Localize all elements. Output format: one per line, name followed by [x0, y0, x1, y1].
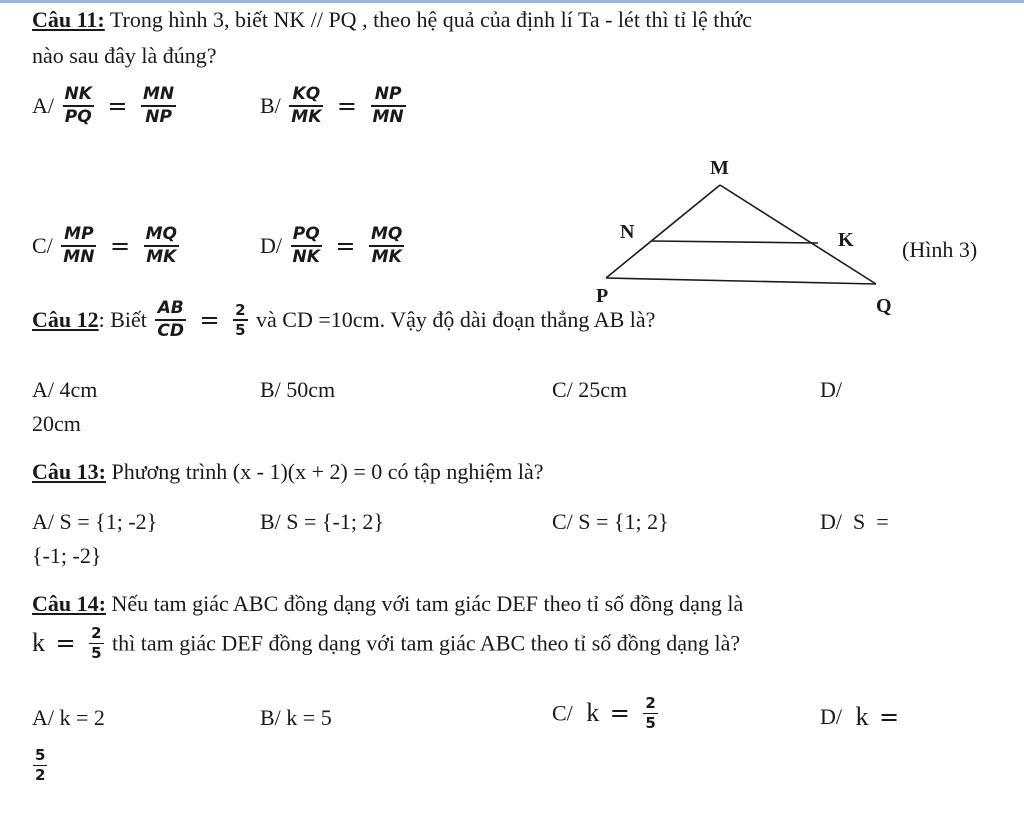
numerator: 2 — [91, 624, 102, 642]
q11-option-d-prefix: D/ — [260, 232, 282, 258]
equals-sign: = — [109, 231, 131, 260]
q11-option-a-right-fraction — [141, 84, 176, 128]
segment-nk — [652, 241, 818, 243]
numerator: 2 — [645, 694, 656, 712]
equals-sign: = — [879, 703, 900, 732]
q11-option-c-right-fraction — [144, 224, 179, 268]
equals-sign: = — [609, 699, 630, 728]
q14-label: Câu 14: — [32, 591, 106, 616]
q12-rest: và CD =10cm. Vậy độ dài đoạn thẳng AB là? — [256, 306, 656, 332]
q13-option-b: B/ S = {-1; 2} — [260, 509, 384, 534]
denominator: MN — [372, 106, 404, 127]
vertex-p: P — [596, 285, 609, 307]
q12-option-b: B/ 50cm — [260, 377, 336, 402]
q11-option-d-left-fraction — [291, 224, 322, 268]
q11-option-a-prefix: A/ — [32, 92, 54, 118]
q13-option-d-value: {-1; -2} — [32, 543, 102, 568]
denominator: NK — [292, 246, 320, 267]
q14-k-fraction — [89, 624, 103, 663]
q12-value-fraction — [233, 301, 247, 340]
numerator: NP — [374, 84, 402, 104]
vertex-n: N — [620, 221, 635, 243]
q11-option-b-left-fraction — [289, 84, 323, 128]
q11-line2: nào sau đây là đúng? — [32, 43, 217, 68]
equals-sign: = — [107, 91, 128, 120]
q13-option-d: D/ S = — [820, 509, 889, 534]
numerator: MP — [64, 224, 94, 244]
equals-sign: = — [335, 231, 356, 260]
numerator: MN — [143, 84, 175, 104]
equals-sign: = — [336, 91, 357, 120]
q11-line1 — [32, 8, 752, 32]
denominator: MK — [291, 106, 322, 127]
vertex-m: M — [710, 157, 729, 179]
numerator: NK — [64, 84, 92, 104]
numerator: 5 — [35, 746, 46, 764]
q11-option-b-right-fraction — [371, 84, 406, 128]
q11-option-c — [32, 224, 182, 268]
q12-option-d: D/ — [820, 377, 842, 402]
q14-option-c — [552, 694, 661, 733]
equals-sign: = — [55, 629, 76, 658]
q14-line1 — [32, 592, 743, 616]
q13-text: Phương trình (x - 1)(x + 2) = 0 có tập nghiệm là? — [105, 459, 544, 484]
q14-option-d-value — [30, 746, 50, 785]
q14-option-b: B/ k = 5 — [260, 705, 332, 730]
page-top-border — [0, 0, 1024, 3]
q14-option-d-k: k — [855, 702, 869, 731]
numerator: KQ — [292, 84, 321, 104]
denominator: 2 — [35, 766, 46, 785]
q14-option-c-prefix: C/ — [552, 700, 573, 726]
q12-option-a: A/ 4cm — [32, 377, 98, 402]
q13-option-c: C/ S = {1; 2} — [552, 509, 669, 534]
q11-text1: Trong hình 3, biết NK // PQ , theo hệ quả của định lí Ta - lét thì tỉ lệ thức — [104, 7, 753, 32]
q11-option-c-left-fraction — [61, 224, 96, 268]
denominator: MK — [146, 246, 177, 267]
numerator: MQ — [371, 224, 403, 244]
q14-option-d-fraction — [33, 746, 47, 785]
q12-line — [32, 298, 655, 342]
denominator: NP — [145, 106, 172, 127]
q12-label: Câu 12 — [32, 306, 99, 332]
q11-option-a-left-fraction — [63, 84, 94, 128]
q12-colon: : Biết — [98, 306, 153, 332]
triangle-figure — [590, 150, 910, 320]
q11-option-b — [260, 84, 409, 128]
q11-option-b-prefix: B/ — [260, 92, 281, 118]
numerator: 2 — [235, 300, 246, 319]
denominator: PQ — [64, 106, 92, 127]
q14-line2 — [32, 624, 740, 663]
denominator: 5 — [235, 320, 246, 339]
denominator: CD — [157, 320, 184, 341]
q11-label: Câu 11: — [32, 7, 105, 32]
q12-ab-cd-fraction — [155, 298, 186, 342]
q13-label: Câu 13: — [32, 459, 106, 484]
q11-option-d-right-fraction — [369, 224, 404, 268]
q12-option-c: C/ 25cm — [552, 377, 628, 402]
vertex-q: Q — [876, 295, 892, 317]
denominator: MN — [63, 246, 95, 267]
q13-option-a: A/ S = {1; -2} — [32, 509, 158, 534]
q14-option-a: A/ k = 2 — [32, 705, 105, 730]
q14-option-c-k: k — [586, 698, 600, 728]
q14-text2: thì tam giác DEF đồng dạng với tam giác ABC theo tỉ số đồng dạng là? — [112, 630, 741, 656]
q11-option-c-prefix: C/ — [32, 232, 53, 258]
q14-option-c-fraction — [643, 694, 657, 733]
q11-option-d — [260, 224, 407, 268]
numerator: MQ — [145, 224, 177, 244]
denominator: MK — [371, 246, 402, 267]
numerator: PQ — [292, 224, 320, 244]
q11-option-a — [32, 84, 179, 128]
q14-option-d-prefix: D/ — [820, 704, 842, 730]
q14-text1: Nếu tam giác ABC đồng dạng với tam giác DEF theo tỉ số đồng dạng là — [105, 591, 744, 616]
denominator: 5 — [645, 714, 656, 733]
denominator: 5 — [91, 644, 102, 663]
q12-option-d-value: 20cm — [32, 411, 81, 436]
segment-pq — [606, 278, 876, 284]
q14-k: k — [32, 628, 45, 658]
vertex-k: K — [838, 229, 854, 251]
q13-line — [32, 460, 544, 484]
equals-sign: = — [199, 305, 220, 334]
q14-option-d — [820, 703, 904, 732]
numerator: AB — [157, 298, 184, 318]
figure-caption: (Hình 3) — [902, 237, 978, 262]
